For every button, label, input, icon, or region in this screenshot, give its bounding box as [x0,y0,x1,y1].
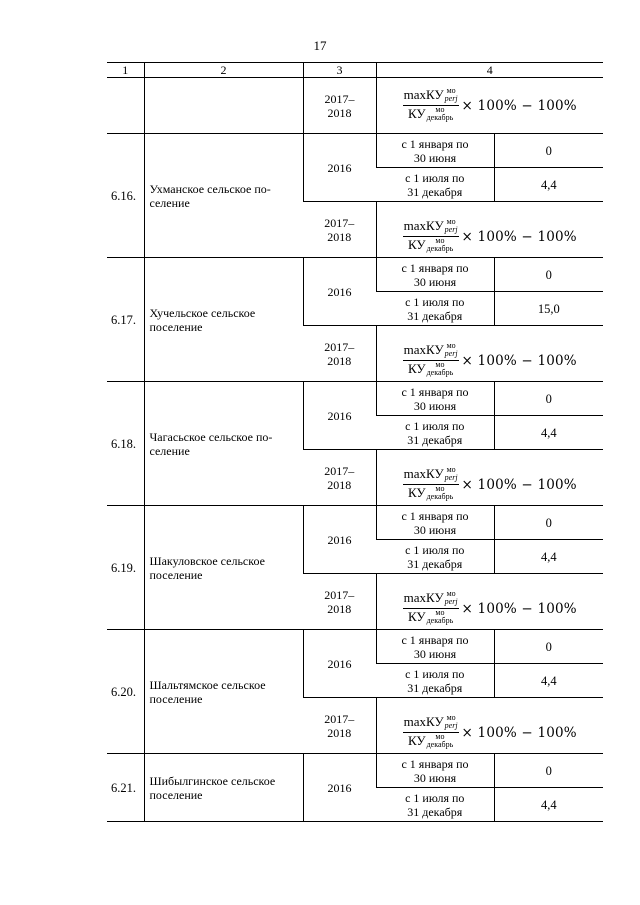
period-cell: с 1 января по 30 июня [376,506,494,540]
denominator-main: КУ [407,609,426,624]
tariff-growth-formula [403,591,577,626]
formula-numerator [403,467,459,485]
value-cell: 4,4 [494,664,603,698]
numerator-sub: perj [444,225,458,234]
entry-row [107,382,603,416]
settlement-name [144,78,303,134]
period-cell: с 1 июля по 31 декабря [376,664,494,698]
header-col-2: 2 [144,63,303,78]
settlement-name [144,134,303,258]
period-cell: с 1 января по 30 июня [376,134,494,168]
entry-row [107,258,603,292]
period-cell: с 1 июля по 31 декабря [376,788,494,822]
formula-tail: × 100% − 100% [461,600,577,617]
tariff-growth-formula [403,219,577,254]
entry-row [107,754,603,788]
denominator-main: КУ [407,361,426,376]
formula-fraction [403,88,459,123]
value-cell: 0 [494,258,603,292]
year-cell: 2016 [303,258,376,326]
period-cell: с 1 января по 30 июня [376,258,494,292]
formula-denominator [408,609,453,626]
formula-fraction [403,591,459,626]
numerator-sup: мо [446,341,456,350]
value-cell: 4,4 [494,168,603,202]
numerator-main: maxКУ [403,341,444,357]
formula-numerator [403,715,459,733]
formula-tail: × 100% − 100% [461,228,577,245]
formula-denominator [408,733,453,750]
entry-number [107,78,144,134]
numerator-sub: perj [444,597,458,606]
denominator-sub: декабрь [426,244,454,254]
entry-number: 6.18. [107,382,144,506]
settlement-name [144,754,303,822]
numerator-main: maxКУ [403,589,444,605]
year-cell: 2017– 2018 [303,574,376,630]
entry-row [107,630,603,664]
header-col-1: 1 [107,63,144,78]
period-cell: с 1 июля по 31 декабря [376,416,494,450]
entry-number: 6.16. [107,134,144,258]
year-cell: 2016 [303,754,376,822]
value-cell: 4,4 [494,540,603,574]
settlement-name-text: Шакуловское сельское поселение [149,553,265,582]
denominator-sub: декабрь [426,368,454,378]
entry-number: 6.17. [107,258,144,382]
denominator-sup: мо [435,236,445,246]
entry-row [107,134,603,168]
header-row [107,63,603,78]
denominator-sup: мо [435,360,445,370]
header-col-4: 4 [376,63,603,78]
entry-number: 6.20. [107,630,144,754]
period-cell: с 1 января по 30 июня [376,630,494,664]
formula-numerator [403,219,459,237]
formula-cell [376,574,603,630]
continuation-row [107,78,603,134]
value-cell: 4,4 [494,416,603,450]
formula-denominator [408,237,453,254]
numerator-sub: perj [444,94,458,103]
denominator-main: КУ [407,485,426,500]
denominator-main: КУ [407,733,426,748]
value-cell: 0 [494,506,603,540]
settlement-name [144,630,303,754]
numerator-sup: мо [446,589,456,598]
entry-number: 6.19. [107,506,144,630]
formula-numerator [403,343,459,361]
period-cell: с 1 июля по 31 декабря [376,168,494,202]
numerator-main: maxКУ [403,465,444,481]
settlement-name [144,258,303,382]
page-number: 17 [313,38,327,53]
numerator-sub: perj [444,721,458,730]
entry-row [107,506,603,540]
value-cell: 0 [494,630,603,664]
formula-denominator [408,485,453,502]
numerator-main: maxКУ [403,713,444,729]
formula-cell [376,202,603,258]
formula-cell [376,698,603,754]
formula-fraction [403,219,459,254]
formula-cell [376,78,603,134]
formula-tail: × 100% − 100% [461,724,577,741]
denominator-sub: декабрь [426,740,454,750]
formula-denominator [408,106,453,123]
value-cell: 15,0 [494,292,603,326]
period-cell: с 1 июля по 31 декабря [376,292,494,326]
entry-number: 6.21. [107,754,144,822]
tariff-growth-formula [403,715,577,750]
formula-tail: × 100% − 100% [461,352,577,369]
numerator-sup: мо [446,713,456,722]
settlement-name-text: Хучельское сельское поселение [149,305,256,334]
year-cell: 2017– 2018 [303,326,376,382]
numerator-main: maxКУ [403,86,444,102]
denominator-sup: мо [435,105,445,115]
period-cell: с 1 января по 30 июня [376,754,494,788]
numerator-sup: мо [446,86,456,95]
header-col-3: 3 [303,63,376,78]
year-cell: 2016 [303,134,376,202]
tariff-growth-formula [403,88,577,123]
value-cell: 0 [494,382,603,416]
value-cell: 0 [494,754,603,788]
formula-tail: × 100% − 100% [461,476,577,493]
period-cell: с 1 января по 30 июня [376,382,494,416]
formula-numerator [403,591,459,609]
numerator-main: maxКУ [403,217,444,233]
denominator-sup: мо [435,732,445,742]
formula-tail: × 100% − 100% [461,97,577,114]
year-cell: 2016 [303,630,376,698]
year-cell: 2017– 2018 [303,698,376,754]
formula-cell [376,326,603,382]
denominator-main: КУ [407,106,426,121]
settlement-name [144,382,303,506]
formula-numerator [403,88,459,106]
numerator-sub: perj [444,349,458,358]
formula-fraction [403,467,459,502]
settlement-name-text: Чагасьское сельское по- селение [149,429,273,458]
formula-cell [376,450,603,506]
numerator-sup: мо [446,465,456,474]
numerator-sup: мо [446,217,456,226]
denominator-main: КУ [407,237,426,252]
denominator-sub: декабрь [426,492,454,502]
formula-fraction [403,343,459,378]
tariff-table [107,62,603,822]
settlement-name-text: Ухманское сельское по- селение [149,181,271,210]
year-cell: 2017– 2018 [303,202,376,258]
settlement-name [144,506,303,630]
denominator-sup: мо [435,608,445,618]
tariff-growth-formula [403,343,577,378]
year-cell: 2016 [303,382,376,450]
settlement-name-text: Шальтямское сельское поселение [149,677,266,706]
denominator-sub: декабрь [426,113,454,123]
formula-fraction [403,715,459,750]
formula-denominator [408,361,453,378]
year-cell: 2016 [303,506,376,574]
year-cell: 2017– 2018 [303,450,376,506]
tariff-growth-formula [403,467,577,502]
value-cell: 4,4 [494,788,603,822]
value-cell: 0 [494,134,603,168]
denominator-sup: мо [435,484,445,494]
numerator-sub: perj [444,473,458,482]
year-cell: 2017– 2018 [303,78,376,134]
denominator-sub: декабрь [426,616,454,626]
period-cell: с 1 июля по 31 декабря [376,540,494,574]
settlement-name-text: Шибылгинское сельское поселение [149,773,276,802]
